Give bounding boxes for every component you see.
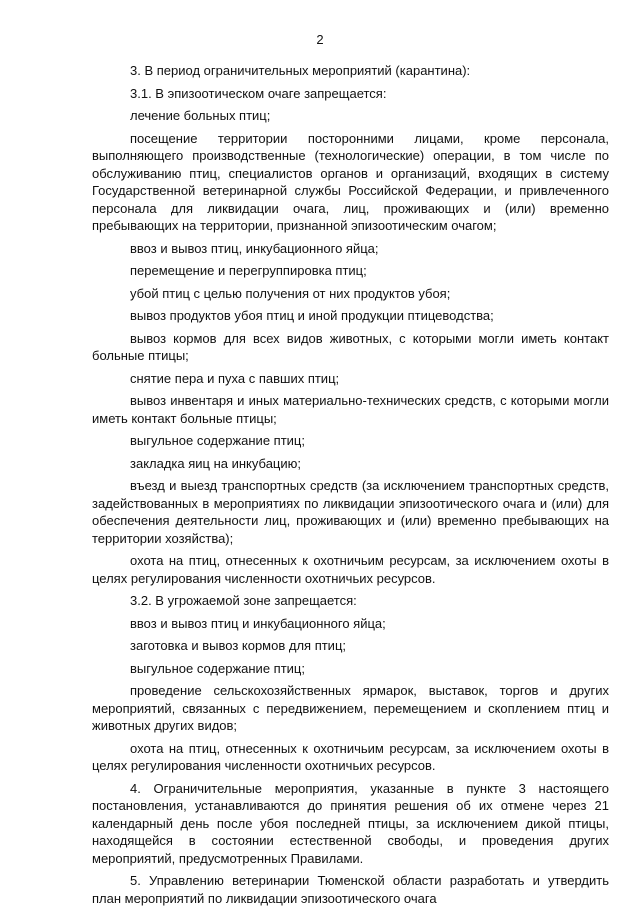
- paragraph-item: снятие пера и пуха с павших птиц;: [130, 370, 340, 386]
- paragraph-item: охота на птиц, отнесенных к охотничьим ресурсам, за исключением охоты в целях регулирования численности охотничьих ресурсов.: [92, 740, 609, 773]
- paragraph-item: выгульное содержание птиц;: [130, 433, 305, 448]
- page-number: 2: [316, 32, 324, 47]
- paragraph-item: посещение территории посторонними лицами, кроме персонала, выполняющего производственные (технологические) операции, в том числе по обслуживанию птиц, специалистов органов и организаций, входящих в систему Государственной ветеринарной службы Российской Федерации, и привлеченного персонала для ликвидации очага, лиц, проживающих и (или) временно пребывающих на территории, признанной эпизоотическим очагом;: [92, 130, 609, 233]
- paragraph-item: вывоз кормов для всех видов животных, с которыми могли иметь контакт больные птицы;: [92, 330, 609, 363]
- paragraph-item: заготовка и вывоз кормов для птиц;: [130, 638, 347, 653]
- document-body: [92, 62, 609, 907]
- paragraph-3-2-heading: 3.2. В угрожаемой зоне запрещается:: [130, 593, 357, 608]
- paragraph-item: перемещение и перегруппировка птиц;: [130, 263, 367, 278]
- paragraph-item: въезд и выезд транспортных средств (за исключением транспортных средств, задействованных в мероприятиях по ликвидации эпизоотического очага и (или) для обеспечения деятельности лиц, проживающих и (или) временно пребывающих на территории хозяйства);: [92, 478, 609, 546]
- paragraph-3-heading: 3. В период ограничительных мероприятий (карантина):: [130, 63, 471, 78]
- paragraph-item: охота на птиц, отнесенных к охотничьим ресурсам, за исключением охоты в целях регулирования численности охотничьих ресурсов.: [92, 553, 609, 586]
- paragraph-item: проведение сельскохозяйственных ярмарок, выставок, торгов и других мероприятий, связанных с передвижением, перемещением и скоплением птиц и животных других видов;: [92, 683, 609, 733]
- paragraph-item: вывоз инвентаря и иных материально-технических средств, с которыми могли иметь контакт больные птицы;: [92, 393, 609, 426]
- paragraph-item: убой птиц с целью получения от них продуктов убоя;: [130, 285, 451, 301]
- paragraph-item: закладка яиц на инкубацию;: [130, 455, 301, 471]
- paragraph-item: выгульное содержание птиц;: [130, 660, 305, 676]
- paragraph-item: ввоз и вывоз птиц, инкубационного яйца;: [130, 240, 379, 256]
- paragraph-item: лечение больных птиц;: [130, 108, 271, 123]
- paragraph-item: вывоз продуктов убоя птиц и иной продукции птицеводства;: [130, 308, 494, 323]
- paragraph-3-1-heading: 3.1. В эпизоотическом очаге запрещается:: [130, 85, 387, 101]
- paragraph-4: 4. Ограничительные мероприятия, указанные в пункте 3 настоящего постановления, устанавливаются до принятия решения об их отмене через 21 календарный день после убоя последней птицы, за исключением дикой птицы, находящейся в состоянии естественной свободы, и проведения других мероприятий, предусмотренных Правилами.: [92, 780, 609, 866]
- paragraph-5: 5. Управлению ветеринарии Тюменской области разработать и утвердить план мероприятий по ликвидации эпизоотического очага: [92, 873, 609, 906]
- paragraph-item: ввоз и вывоз птиц и инкубационного яйца;: [130, 615, 386, 631]
